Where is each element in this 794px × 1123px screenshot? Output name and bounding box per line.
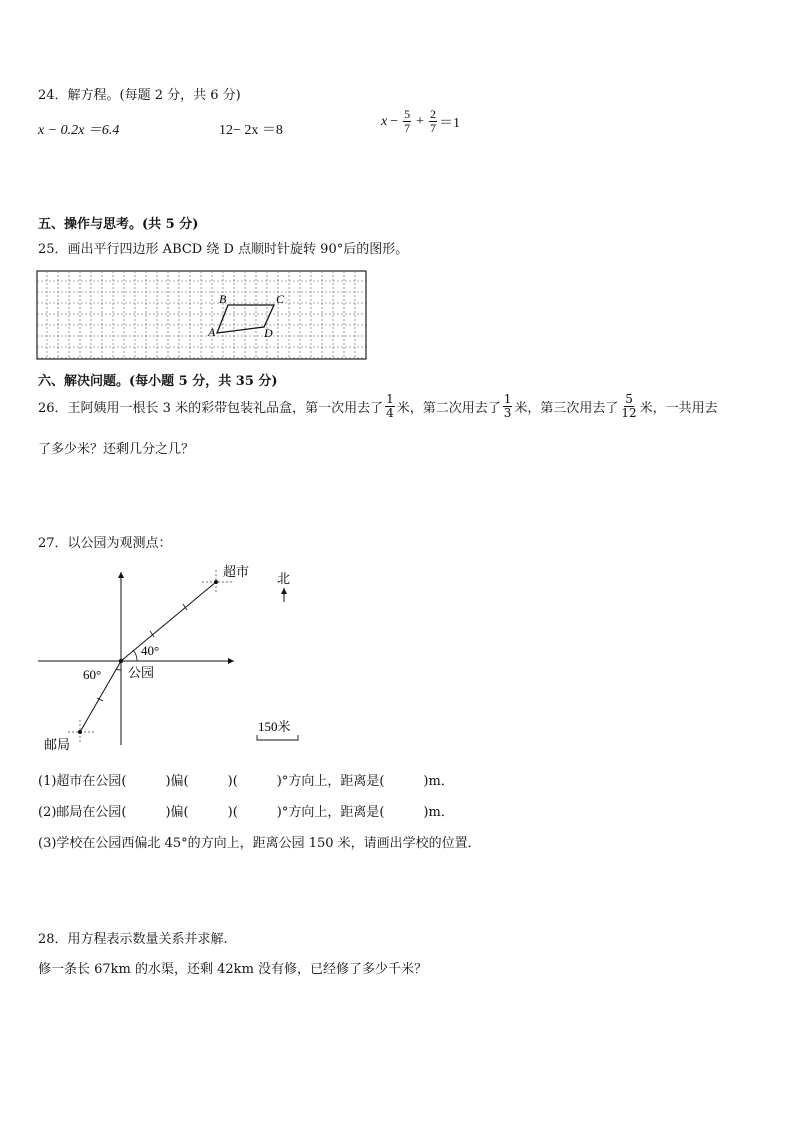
label-c: C xyxy=(276,292,285,306)
angle-60-label: 60° xyxy=(83,667,102,682)
eq3-f2-denominator: 7 xyxy=(430,121,437,135)
q26-part2: 米，第二次用去了 xyxy=(396,401,501,416)
angle-arc-60 xyxy=(116,669,121,670)
label-d: D xyxy=(264,326,273,340)
q26-fraction-2 xyxy=(503,393,513,420)
eq3-fraction-1 xyxy=(403,108,411,135)
q26-f3-denominator: 12 xyxy=(621,406,637,420)
q25-text: 25．画出平行四边形 ABCD 绕 D 点顺时针旋转 90°后的图形。 xyxy=(38,242,409,257)
q26-f1-denominator: 4 xyxy=(386,406,394,420)
grid-lines xyxy=(37,271,366,359)
supermarket-label: 超市 xyxy=(223,564,250,579)
q24-equation-1: x − 0.2x ＝6.4 xyxy=(38,123,120,138)
q26-f1-numerator: 1 xyxy=(386,392,394,406)
eq3-minus: − xyxy=(390,113,399,129)
north-label: 北 xyxy=(277,571,291,586)
q27-sub3: (3)学校在公园西偏北 45°的方向上，距离公园 150 米，请画出学校的位置． xyxy=(38,836,481,851)
q28-text: 修一条长 67km 的水渠，还剩 42km 没有修，已经修了多少千米？ xyxy=(38,962,428,977)
section5-title: 五、操作与思考。(共 5 分) xyxy=(38,217,199,232)
eq3-rhs: ＝1 xyxy=(439,115,461,131)
q26-f2-denominator: 3 xyxy=(503,406,512,420)
label-a: A xyxy=(208,325,216,339)
eq3-plus: + xyxy=(416,113,425,129)
q27-sub1: (1)超市在公园( )偏( )( )°方向上，距离是( )m． xyxy=(38,774,454,789)
q27-sub2: (2)邮局在公园( )偏( )( )°方向上，距离是( )m． xyxy=(38,805,454,820)
q26-part3: 米，第三次用去了 xyxy=(514,401,619,416)
q24-title: 24．解方程。(每题 2 分，共 6 分) xyxy=(38,88,241,103)
scale-bar xyxy=(257,735,298,740)
supermarket-point xyxy=(214,580,218,584)
q25-grid-figure xyxy=(36,270,368,362)
q26-part4: 米，一共用去 xyxy=(639,401,718,416)
grid-border xyxy=(37,271,366,359)
label-b: B xyxy=(219,292,227,306)
q26-line2: 了多少米？还剩几分之几？ xyxy=(38,442,195,457)
angle-40-label: 40° xyxy=(141,643,160,658)
eq3-f2-numerator: 2 xyxy=(430,107,437,121)
q26-line1 xyxy=(38,393,718,420)
post-office-point xyxy=(78,730,82,734)
q26-f3-numerator: 5 xyxy=(625,392,633,406)
eq3-f1-denominator: 7 xyxy=(404,121,411,135)
section6-title: 六、解决问题。(每小题 5 分，共 35 分) xyxy=(38,374,278,389)
angle-arc-40 xyxy=(133,650,137,661)
q26-part1: 26．王阿姨用一根长 3 米的彩带包装礼品盒，第一次用去了 xyxy=(38,401,384,416)
q24-equation-3 xyxy=(381,108,460,135)
q26-fraction-1 xyxy=(385,393,395,420)
q28-title: 28．用方程表示数量关系并求解. xyxy=(38,932,228,947)
park-point xyxy=(119,659,123,663)
park-label: 公园 xyxy=(128,665,155,680)
eq3-x: x xyxy=(381,113,388,129)
q24-equation-2: 12− 2x ＝8 xyxy=(219,123,283,138)
q27-direction-diagram xyxy=(36,560,326,755)
q26-f2-numerator: 1 xyxy=(503,392,512,406)
ray-to-supermarket xyxy=(121,582,216,661)
q26-fraction-3 xyxy=(620,393,637,420)
eq3-fraction-2 xyxy=(429,108,437,135)
scale-label: 150米 xyxy=(258,719,291,734)
q27-title: 27．以公园为观测点： xyxy=(38,536,172,551)
eq3-f1-numerator: 5 xyxy=(404,107,411,121)
post-office-label: 邮局 xyxy=(44,737,71,752)
